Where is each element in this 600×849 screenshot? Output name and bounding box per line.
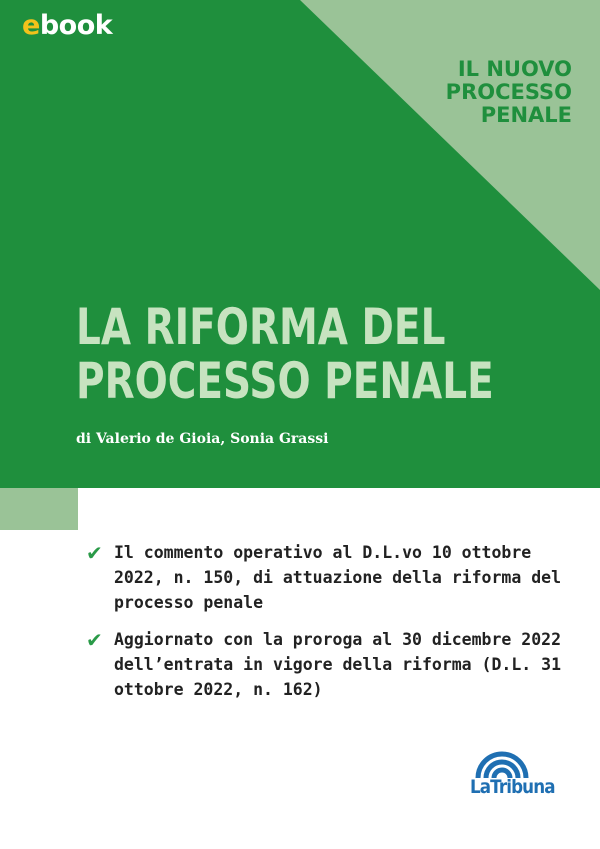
ebook-badge — [22, 10, 112, 41]
checkmark-icon: ✔ — [86, 628, 103, 652]
series-line: IL NUOVO — [457, 57, 572, 81]
authors: di Valerio de Gioia, Sonia Grassi — [76, 431, 329, 447]
ebook-badge-rest: book — [39, 10, 113, 41]
left-accent-tab — [0, 488, 78, 530]
title-line: PROCESSO PENALE — [76, 352, 494, 410]
book-title — [76, 298, 494, 410]
checkmark-icon: ✔ — [86, 541, 103, 565]
list-item-text: Il commento operativo al D.L.vo 10 ottobre 2022, n. 150, di attuazione della riforma del processo penale — [114, 543, 562, 612]
title-line: LA RIFORMA DEL — [76, 298, 446, 356]
diagonal-stripe — [0, 0, 600, 290]
list-item — [86, 540, 576, 615]
publisher-logo — [466, 744, 576, 804]
feature-list — [86, 540, 576, 714]
rainbow-arcs-icon — [474, 744, 530, 778]
publisher-name: LaTribuna — [470, 776, 555, 798]
list-item-text: Aggiornato con la proroga al 30 dicembre 2022 dell’entrata in vigore della riforma (D.L. 31 ottobre 2022, n. 162) — [114, 630, 562, 699]
ebook-badge-e: e — [22, 10, 40, 41]
list-item — [86, 627, 576, 702]
series-line: PENALE — [480, 103, 572, 127]
series-name — [312, 58, 572, 127]
series-line: PROCESSO — [445, 80, 572, 104]
